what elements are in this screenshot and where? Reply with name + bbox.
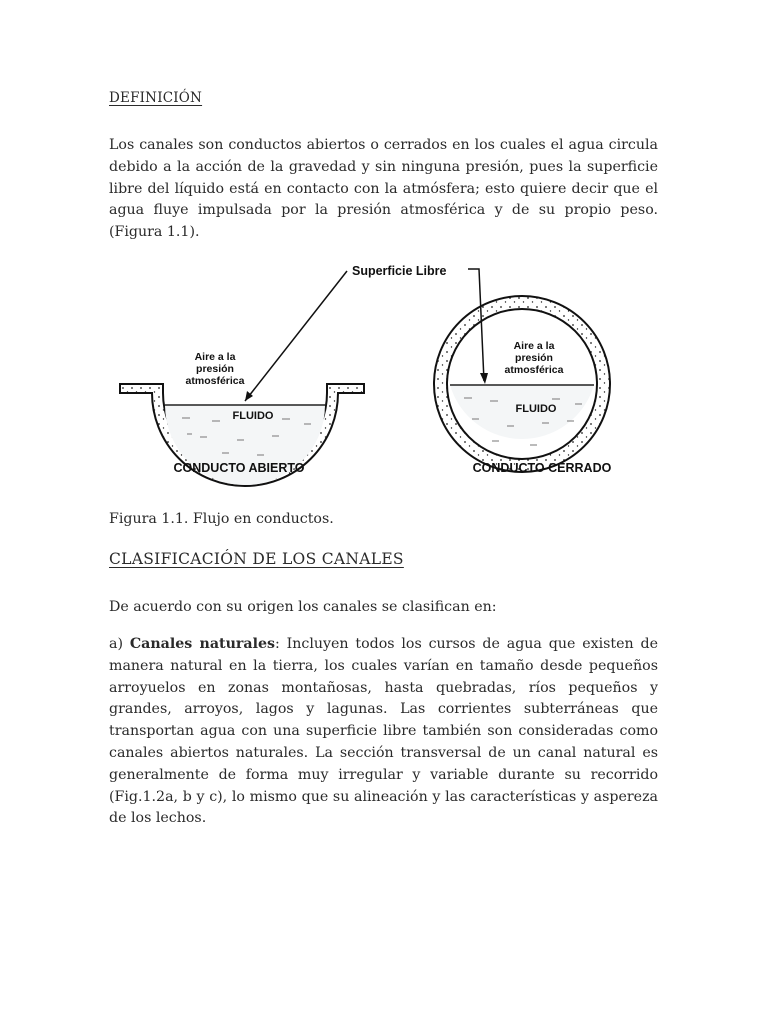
canales-naturales-text: Incluyen todos los cursos de agua que existen de manera natural en la tierra, los cuales varían en tamaño desde pequeños arroyuelos en zonas montañosas, hasta quebradas, ríos pequeños y grandes, arroyos, lagos y lagunas. Las corrientes subterráneas que transportan agua con una superficie libre también son consideradas como canales abiertos naturales. La sección transversal de un canal natural es generalmente de forma muy irregular y variable durante su recorrido (Fig.1.2a, b y c), lo mismo que su alineación y las características y aspereza de los lechos. (109, 636, 658, 827)
definicion-heading: DEFINICIÓN (109, 90, 203, 106)
closed-fluido-label: FLUIDO (515, 403, 557, 415)
open-fluido-label: FLUIDO (232, 410, 274, 422)
closed-aire-label-line3: atmosférica (504, 364, 564, 376)
definicion-paragraph: Los canales son conductos abiertos o cerrados en los cuales el agua circula debido a la acción de la gravedad y sin ninguna presión, pues la superficie libre del líquido está en contacto con la atmósfera; esto quiere decir que el agua fluye impulsada por la presión atmosférica y de su propio peso. (Figura 1.1). (109, 137, 658, 241)
figure-1-1-conductos (112, 241, 642, 489)
open-surface-arrow (245, 271, 347, 401)
clasificacion-intro: De acuerdo con su origen los canales se clasifican en: (109, 599, 497, 615)
item-a-separator: : (274, 636, 287, 652)
canales-naturales-paragraph (109, 634, 658, 830)
closed-aire-label-line2: presión (515, 352, 553, 364)
open-aire-label-line3: atmosférica (185, 375, 245, 387)
conducto-cerrado-label: CONDUCTO CERRADO (472, 461, 612, 475)
superficie-libre-label: Superficie Libre (352, 264, 447, 278)
figure-caption: Figura 1.1. Flujo en conductos. (109, 511, 334, 527)
clasificacion-heading: CLASIFICACIÓN DE LOS CANALES (109, 550, 404, 568)
conducto-abierto-label: CONDUCTO ABIERTO (173, 461, 305, 475)
canales-naturales-term: Canales naturales (129, 636, 275, 652)
closed-aire-label-line1: Aire a la (513, 340, 555, 352)
open-aire-label-line1: Aire a la (194, 351, 236, 363)
item-a-prefix: a) (109, 636, 130, 652)
open-aire-label-line2: presión (196, 363, 234, 375)
